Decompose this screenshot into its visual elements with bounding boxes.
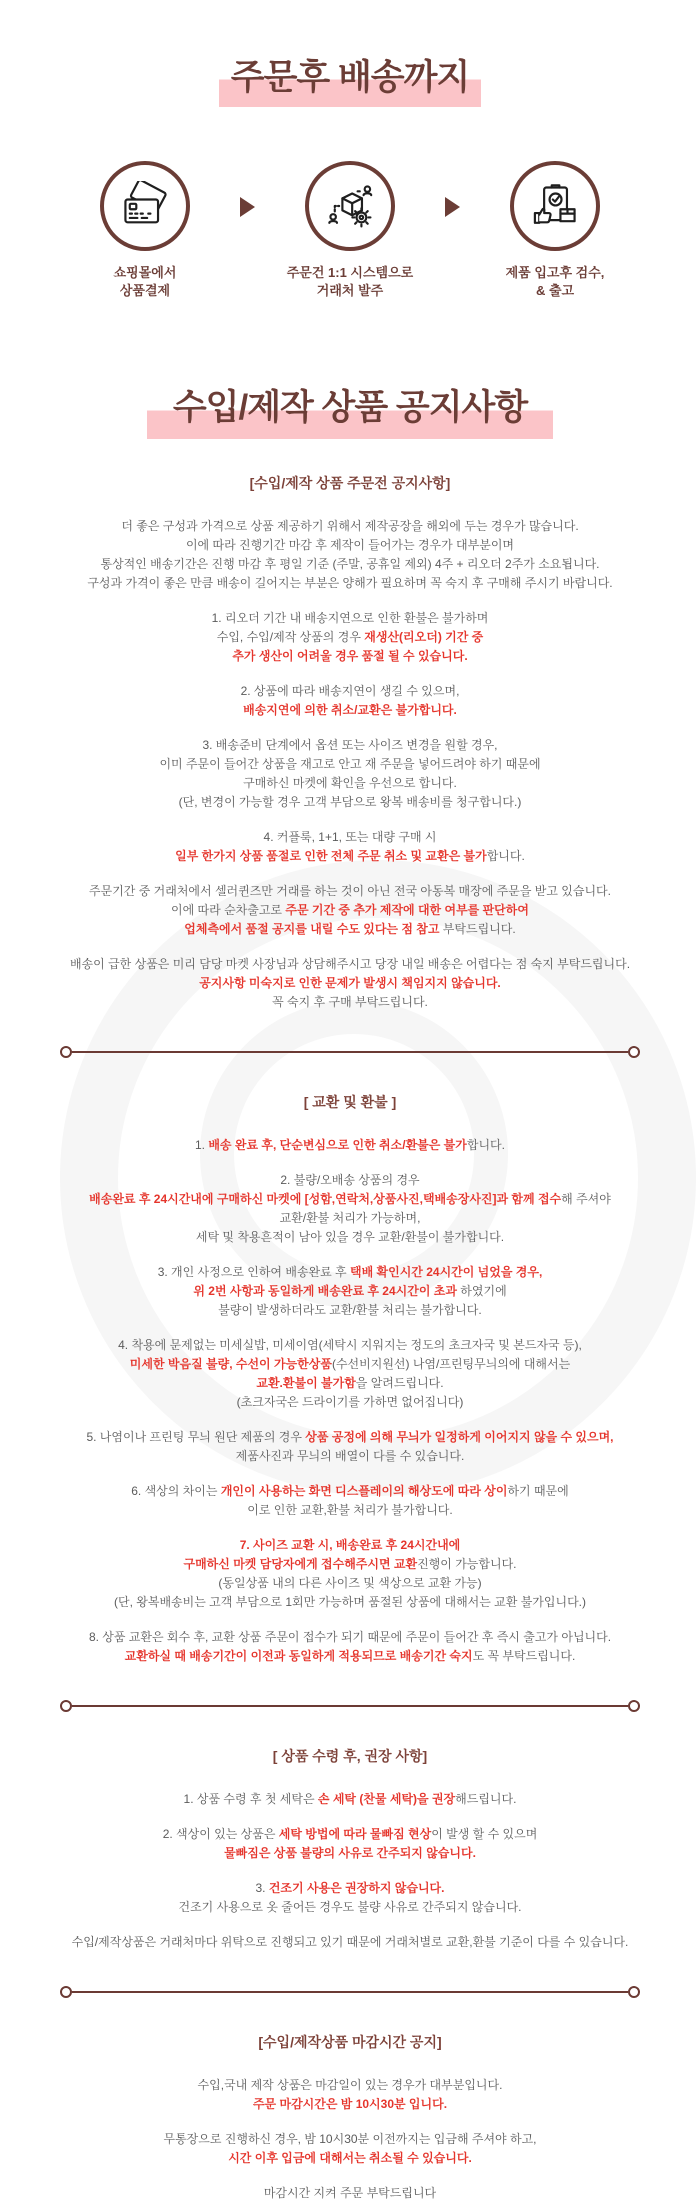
warning-text: 건조기 사용은 권장하지 않습니다. <box>268 1881 445 1896</box>
body-text: 1. <box>195 1138 209 1153</box>
section-body <box>10 1136 690 1666</box>
text-line <box>10 647 690 666</box>
warning-text: 개인이 사용하는 화면 디스플레이의 해상도에 따라 상이 <box>220 1484 508 1499</box>
warning-text: 배송완료 후 24시간내에 구매하신 마켓에 [성함,연락처,상품사진,택배송장사진]과 함께 접수 <box>89 1192 562 1207</box>
text-line <box>10 517 690 536</box>
text-line <box>10 2095 690 2114</box>
text-line <box>10 1933 690 1952</box>
text-line <box>10 955 690 974</box>
text-line <box>10 1355 690 1374</box>
step-label-line: 상품결제 <box>119 283 171 299</box>
text-block <box>10 2184 690 2203</box>
body-text: 건조기 사용으로 옷 줄어든 경우도 불량 사유로 간주되지 않습니다. <box>178 1900 522 1915</box>
text-block <box>10 1263 690 1320</box>
body-text: 3. <box>255 1881 269 1896</box>
divider-ring-icon <box>628 1986 640 1998</box>
text-line <box>10 609 690 628</box>
text-block <box>10 828 690 866</box>
text-line <box>10 1171 690 1190</box>
body-text: 2. 색상이 있는 상품은 <box>162 1827 279 1842</box>
section-deadline-notice <box>0 2032 700 2203</box>
section-exchange-refund <box>0 1092 700 1666</box>
body-text: 4. 커플룩, 1+1, 또는 대량 구매 시 <box>263 830 437 845</box>
body-text: (수선비지원선) 나염/프린팅무늬의에 대해서는 <box>331 1357 571 1372</box>
text-block <box>10 682 690 720</box>
body-text: 이로 인한 교환,환불 처리가 불가합니다. <box>247 1503 453 1518</box>
step-label-line: 쇼핑몰에서 <box>113 265 177 280</box>
text-line <box>10 1374 690 1393</box>
text-line <box>10 882 690 901</box>
text-block <box>10 1933 690 1952</box>
warning-text: 교환.환불이 불가함 <box>256 1376 356 1391</box>
body-text: 해 주셔야 <box>561 1192 611 1207</box>
body-text: 1. 상품 수령 후 첫 세탁은 <box>183 1792 318 1807</box>
divider-line <box>72 1051 628 1053</box>
body-text: (단, 변경이 가능할 경우 고객 부담으로 왕복 배송비를 청구합니다.) <box>178 795 522 810</box>
page-title <box>0 0 700 107</box>
body-text: 통상적인 배송기간은 진행 마감 후 평일 기준 (주말, 공휴일 제외) 4주 + 리오더 2주가 소요됩니다. <box>100 557 600 572</box>
warning-text: 재생산(리오더) 기간 중 <box>364 630 484 645</box>
text-line <box>10 1647 690 1666</box>
step-circle <box>510 161 600 251</box>
warning-text: 시간 이후 입금에 대해서는 취소될 수 있습니다. <box>228 2151 472 2166</box>
body-text: 이에 따라 진행기간 마감 후 제작이 들어가는 경우가 대부분이며 <box>185 538 515 553</box>
warning-text: 업체측에서 품절 공지를 내릴 수도 있다는 점 참고 <box>184 922 440 937</box>
divider-line <box>72 1991 628 1993</box>
text-line <box>10 1447 690 1466</box>
body-text: 더 좋은 구성과 가격으로 상품 제공하기 위해서 제작공장을 해외에 두는 경우가 많습니다. <box>121 519 579 534</box>
body-text: 4. 착용에 문제없는 미세실밥, 미세이염(세탁시 지워지는 정도의 초크자국 및 본드자국 등), <box>118 1338 582 1353</box>
step-order-system <box>257 161 443 300</box>
warning-text: 택배 확인시간 24시간이 넘었을 경우, <box>350 1265 543 1280</box>
section-heading: [수입/제작 상품 주문전 공지사항] <box>249 475 451 492</box>
text-line <box>10 1593 690 1612</box>
warning-text: 주문 기간 중 추가 제작에 대한 여부를 판단하여 <box>285 903 529 918</box>
title-highlight: 주문후 배송까지 <box>219 50 481 107</box>
warning-text: 7. 사이즈 교환 시, 배송완료 후 24시간내에 <box>239 1538 461 1553</box>
text-line <box>10 574 690 593</box>
step-circle <box>100 161 190 251</box>
text-line <box>10 536 690 555</box>
step-label <box>287 264 413 300</box>
text-block <box>10 2130 690 2168</box>
warning-text: 일부 한가지 상품 품절로 인한 전체 주문 취소 및 교환은 불가 <box>175 849 487 864</box>
body-text: 5. 나염이나 프린팅 무늬 원단 제품의 경우 <box>86 1430 306 1445</box>
body-text: (동일상품 내의 다른 사이즈 및 색상으로 교환 가능) <box>218 1576 482 1591</box>
text-block <box>10 1171 690 1247</box>
text-line <box>10 1844 690 1863</box>
text-line <box>10 774 690 793</box>
text-block <box>10 1790 690 1809</box>
text-block <box>10 882 690 939</box>
body-text: 꼭 숙지 후 구매 부탁드립니다. <box>272 995 428 1010</box>
body-text: 2. 불량/오배송 상품의 경우 <box>280 1173 420 1188</box>
text-line <box>10 1574 690 1593</box>
order-flow-steps <box>0 161 700 300</box>
body-text: 배송이 급한 상품은 미리 담당 마켓 사장님과 상담해주시고 당장 내일 배송은 어렵다는 점 숙지 부탁드립니다. <box>69 957 631 972</box>
section-heading: [ 교환 및 환불 ] <box>303 1094 397 1111</box>
text-block <box>10 1628 690 1666</box>
text-block <box>10 2076 690 2114</box>
text-line <box>10 1301 690 1320</box>
section-body <box>10 2076 690 2203</box>
body-text: 구매하신 마켓에 확인을 우선으로 합니다. <box>243 776 457 791</box>
body-text: 수입,국내 제작 상품은 마감일이 있는 경우가 대부분입니다. <box>197 2078 503 2093</box>
text-line <box>10 1428 690 1447</box>
text-block <box>10 1428 690 1466</box>
body-text: 이에 따라 순차출고로 <box>171 903 286 918</box>
body-text: 부탁드립니다. <box>439 922 516 937</box>
text-line <box>10 1209 690 1228</box>
body-text: 주문기간 중 거래처에서 셀러퀸즈만 거래를 하는 것이 아닌 전국 아동복 매장에 주문을 받고 있습니다. <box>89 884 611 899</box>
step-inspection-shipping <box>462 161 648 300</box>
body-text: (단, 왕복배송비는 고객 부담으로 1회만 가능하며 품절된 상품에 대해서는 교환 불가입니다.) <box>114 1595 586 1610</box>
text-line <box>10 1228 690 1247</box>
body-text: 수입, 수입/제작 상품의 경우 <box>216 630 365 645</box>
body-text: 해드립니다. <box>455 1792 517 1807</box>
text-line <box>10 828 690 847</box>
warning-text: 손 세탁 (찬물 세탁)을 권장 <box>317 1792 456 1807</box>
arrow-right-icon <box>240 197 255 217</box>
warning-text: 위 2번 사항과 동일하게 배송완료 후 24시간이 초과 <box>193 1284 457 1299</box>
text-block <box>10 609 690 666</box>
text-line <box>10 793 690 812</box>
body-text: 세탁 및 착용흔적이 남아 있을 경우 교환/환불이 불가합니다. <box>195 1230 505 1245</box>
body-text: 3. 개인 사정으로 인하여 배송완료 후 <box>157 1265 350 1280</box>
body-text: 제품사진과 무늬의 배열이 다를 수 있습니다. <box>235 1449 465 1464</box>
body-text: 1. 리오더 기간 내 배송지연으로 인한 환불은 불가하며 <box>211 611 489 626</box>
text-line <box>10 701 690 720</box>
divider-ring-icon <box>60 1986 72 1998</box>
divider-ring-icon <box>628 1046 640 1058</box>
text-line <box>10 974 690 993</box>
step-payment <box>52 161 238 300</box>
divider-ring-icon <box>60 1700 72 1712</box>
warning-text: 세탁 방법에 따라 물빠짐 현상 <box>278 1827 432 1842</box>
text-line <box>10 1628 690 1647</box>
warning-text: 배송 완료 후, 단순변심으로 인한 취소/환불은 불가 <box>208 1138 467 1153</box>
body-text: 8. 상품 교환은 회수 후, 교환 상품 주문이 접수가 되기 때문에 주문이 들어간 후 즉시 출고가 아닙니다. <box>88 1630 612 1645</box>
text-block <box>10 1825 690 1863</box>
text-block <box>10 1136 690 1155</box>
notice-title <box>0 380 700 439</box>
text-line <box>10 682 690 701</box>
step-label <box>506 264 605 300</box>
text-line <box>10 1898 690 1917</box>
text-block <box>10 736 690 812</box>
body-text: 을 알려드립니다. <box>355 1376 444 1391</box>
body-text: 수입/제작상품은 거래처마다 위탁으로 진행되고 있기 때문에 거래처별로 교환,환불 기준이 다를 수 있습니다. <box>71 1935 629 1950</box>
text-block <box>10 1482 690 1520</box>
section-divider <box>60 1046 640 1058</box>
text-line <box>10 2184 690 2203</box>
text-line <box>10 1282 690 1301</box>
text-line <box>10 1136 690 1155</box>
warning-text: 공지사항 미숙지로 인한 문제가 발생시 책임지지 않습니다. <box>199 976 501 991</box>
step-label-line: 거래처 발주 <box>316 283 384 299</box>
section-heading: [수입/제작상품 마감시간 공지] <box>258 2034 442 2051</box>
section-pre-order-notice <box>0 473 700 1012</box>
warning-text: 추가 생산이 어려울 경우 품절 될 수 있습니다. <box>232 649 468 664</box>
step-label <box>114 264 177 300</box>
body-text: 2. 상품에 따라 배송지연이 생길 수 있으며, <box>240 684 460 699</box>
body-text: 3. 배송준비 단계에서 옵션 또는 사이즈 변경을 원할 경우, <box>202 738 498 753</box>
body-text: 도 꼭 부탁드립니다. <box>472 1649 576 1664</box>
body-text: 교환/환불 처리가 가능하며, <box>279 1211 421 1226</box>
divider-line <box>72 1705 628 1707</box>
text-line <box>10 755 690 774</box>
text-block <box>10 517 690 593</box>
body-text: 6. 색상의 차이는 <box>131 1484 221 1499</box>
body-text: 합니다. <box>486 849 525 864</box>
warning-text: 주문 마감시간은 밤 10시30분 입니다. <box>252 2097 448 2112</box>
divider-ring-icon <box>60 1046 72 1058</box>
step-label-line: 주문건 1:1 시스템으로 <box>286 265 414 280</box>
step-circle <box>305 161 395 251</box>
text-line <box>10 1336 690 1355</box>
text-line <box>10 847 690 866</box>
text-line <box>10 628 690 647</box>
body-text: 마감시간 지켜 주문 부탁드립니다 <box>263 2186 437 2201</box>
body-text: 합니다. <box>466 1138 505 1153</box>
text-line <box>10 901 690 920</box>
text-line <box>10 555 690 574</box>
body-text: 하였기에 <box>456 1284 507 1299</box>
text-line <box>10 1263 690 1282</box>
divider-ring-icon <box>628 1700 640 1712</box>
text-line <box>10 993 690 1012</box>
body-text: 이 발생 할 수 있으며 <box>431 1827 538 1842</box>
order-system-icon <box>325 181 375 231</box>
warning-text: 미세한 박음질 불량, 수선이 가능한상품 <box>129 1357 332 1372</box>
text-line <box>10 1555 690 1574</box>
warning-text: 상품 공정에 의해 무늬가 일정하게 이어지지 않을 수 있으며, <box>305 1430 614 1445</box>
warning-text: 물빠짐은 상품 불량의 사유로 간주되지 않습니다. <box>224 1846 476 1861</box>
arrow-right-icon <box>445 197 460 217</box>
section-care-recommendation <box>0 1746 700 1952</box>
text-line <box>10 736 690 755</box>
text-line <box>10 2130 690 2149</box>
body-text: 진행이 가능합니다. <box>417 1557 517 1572</box>
text-line <box>10 1790 690 1809</box>
body-text: 불량이 발생하더라도 교환/환불 처리는 불가합니다. <box>218 1303 482 1318</box>
inspection-shipping-icon <box>530 181 580 231</box>
text-line <box>10 1501 690 1520</box>
warning-text: 구매하신 마켓 담당자에게 접수해주시면 교환 <box>183 1557 418 1572</box>
text-block <box>10 1536 690 1612</box>
text-line <box>10 1825 690 1844</box>
warning-text: 배송지연에 의한 취소/교환은 불가합니다. <box>243 703 457 718</box>
section-heading: [ 상품 수령 후, 권장 사항] <box>272 1748 428 1765</box>
body-text: (초크자국은 드라이기를 가하면 없어집니다) <box>236 1395 464 1410</box>
body-text: 하기 때문에 <box>507 1484 569 1499</box>
section-body <box>10 517 690 1012</box>
section-divider <box>60 1700 640 1712</box>
text-line <box>10 920 690 939</box>
section-body <box>10 1790 690 1952</box>
text-line <box>10 1393 690 1412</box>
body-text: 무통장으로 진행하신 경우, 밤 10시30분 이전까지는 입금해 주셔야 하고, <box>163 2132 537 2147</box>
body-text: 이미 주문이 들어간 상품을 재고로 안고 재 주문을 넣어드려야 하기 때문에 <box>159 757 541 772</box>
title-highlight: 수입/제작 상품 공지사항 <box>147 380 553 439</box>
step-label-line: 제품 입고후 검수, <box>505 265 605 280</box>
text-block <box>10 1879 690 1917</box>
text-line <box>10 1190 690 1209</box>
text-line <box>10 1482 690 1501</box>
text-line <box>10 1536 690 1555</box>
text-block <box>10 1336 690 1412</box>
section-divider <box>60 1986 640 1998</box>
text-line <box>10 2076 690 2095</box>
body-text: 구성과 가격이 좋은 만큼 배송이 길어지는 부분은 양해가 필요하며 꼭 숙지 후 구매해 주시기 바랍니다. <box>87 576 613 591</box>
step-label-line: & 출고 <box>535 283 575 299</box>
text-line <box>10 2149 690 2168</box>
warning-text: 교환하실 때 배송기간이 이전과 동일하게 적용되므로 배송기간 숙지 <box>124 1649 473 1664</box>
text-line <box>10 1879 690 1898</box>
text-block <box>10 955 690 1012</box>
credit-card-icon <box>120 181 170 231</box>
